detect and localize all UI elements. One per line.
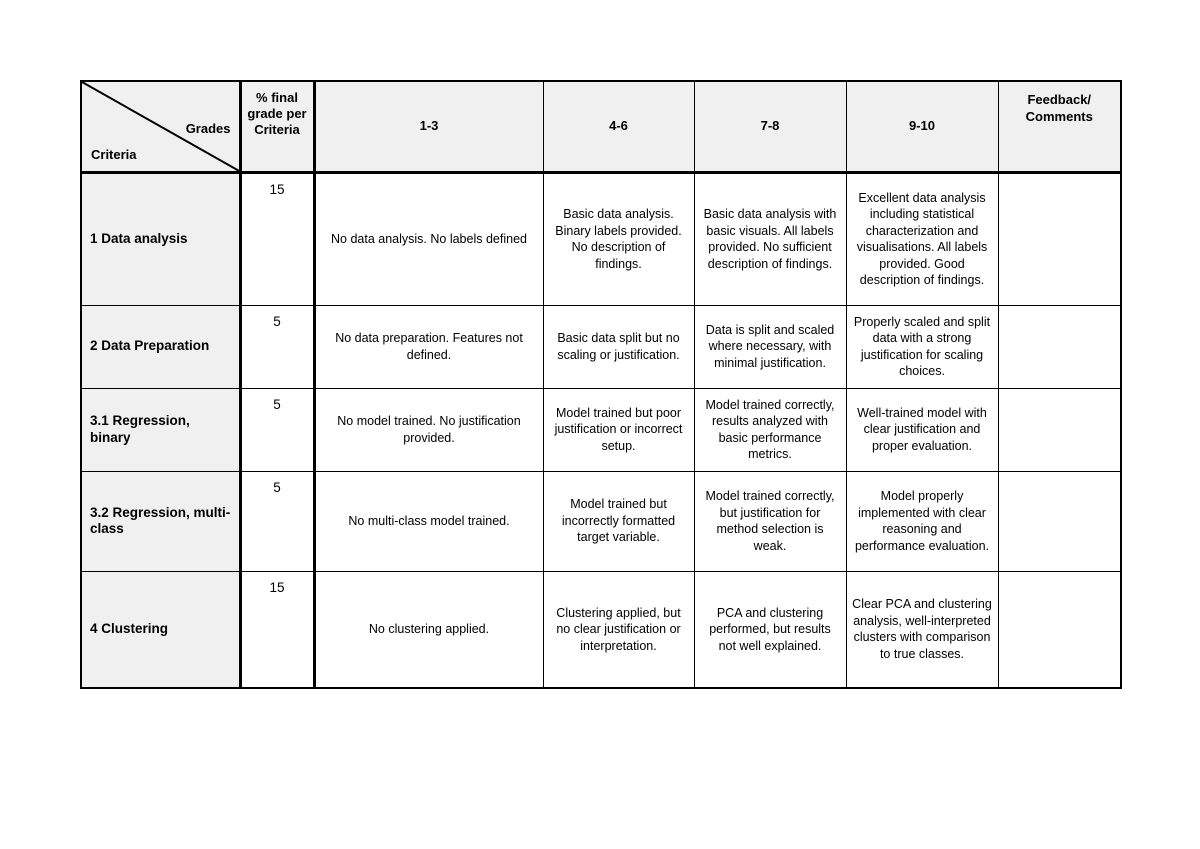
band-9-10-descriptor: Model properly implemented with clear reasoning and performance evaluation. bbox=[846, 471, 998, 571]
criterion-percent: 5 bbox=[240, 388, 314, 471]
band-7-8-descriptor: Basic data analysis with basic visuals. All labels provided. No sufficient description of findings. bbox=[694, 172, 846, 305]
band-7-8-descriptor: Model trained correctly, but justification for method selection is weak. bbox=[694, 471, 846, 571]
band-4-6-descriptor: Model trained but incorrectly formatted target variable. bbox=[543, 471, 694, 571]
band-header-1-3: 1-3 bbox=[314, 81, 543, 172]
feedback-header: Feedback/ Comments bbox=[998, 81, 1121, 172]
band-9-10-descriptor: Excellent data analysis including statistical characterization and visualisations. All labels provided. Good description of findings. bbox=[846, 172, 998, 305]
band-7-8-descriptor: Model trained correctly, results analyzed with basic performance metrics. bbox=[694, 388, 846, 471]
criterion-name: 4 Clustering bbox=[81, 571, 240, 688]
criterion-name: 2 Data Preparation bbox=[81, 305, 240, 388]
band-4-6-descriptor: Model trained but poor justification or incorrect setup. bbox=[543, 388, 694, 471]
grading-rubric-table bbox=[80, 80, 1122, 689]
band-4-6-descriptor: Clustering applied, but no clear justification or interpretation. bbox=[543, 571, 694, 688]
grades-label: Grades bbox=[185, 121, 231, 137]
band-9-10-descriptor: Clear PCA and clustering analysis, well-interpreted clusters with comparison to true classes. bbox=[846, 571, 998, 688]
criterion-percent: 15 bbox=[240, 571, 314, 688]
band-4-6-descriptor: Basic data analysis. Binary labels provided. No description of findings. bbox=[543, 172, 694, 305]
table-row bbox=[81, 471, 1121, 571]
criterion-percent: 5 bbox=[240, 471, 314, 571]
criterion-percent: 5 bbox=[240, 305, 314, 388]
band-header-9-10: 9-10 bbox=[846, 81, 998, 172]
band-7-8-descriptor: PCA and clustering performed, but results not well explained. bbox=[694, 571, 846, 688]
table-row bbox=[81, 172, 1121, 305]
band-7-8-descriptor: Data is split and scaled where necessary, with minimal justification. bbox=[694, 305, 846, 388]
header-row bbox=[81, 81, 1121, 172]
band-header-4-6: 4-6 bbox=[543, 81, 694, 172]
band-1-3-descriptor: No data preparation. Features not defined. bbox=[314, 305, 543, 388]
table-row bbox=[81, 305, 1121, 388]
band-1-3-descriptor: No data analysis. No labels defined bbox=[314, 172, 543, 305]
band-header-7-8: 7-8 bbox=[694, 81, 846, 172]
corner-header-cell bbox=[81, 81, 240, 172]
criteria-label: Criteria bbox=[91, 146, 137, 162]
feedback-cell bbox=[998, 571, 1121, 688]
feedback-cell bbox=[998, 471, 1121, 571]
feedback-cell bbox=[998, 305, 1121, 388]
band-1-3-descriptor: No multi-class model trained. bbox=[314, 471, 543, 571]
percent-header: % final grade per Criteria bbox=[240, 81, 314, 172]
band-9-10-descriptor: Well-trained model with clear justification and proper evaluation. bbox=[846, 388, 998, 471]
criterion-name: 1 Data analysis bbox=[81, 172, 240, 305]
table-row bbox=[81, 388, 1121, 471]
band-4-6-descriptor: Basic data split but no scaling or justification. bbox=[543, 305, 694, 388]
feedback-cell bbox=[998, 172, 1121, 305]
table-row bbox=[81, 571, 1121, 688]
criterion-name: 3.2 Regression, multi-class bbox=[81, 471, 240, 571]
criterion-percent: 15 bbox=[240, 172, 314, 305]
band-1-3-descriptor: No clustering applied. bbox=[314, 571, 543, 688]
feedback-cell bbox=[998, 388, 1121, 471]
band-1-3-descriptor: No model trained. No justification provided. bbox=[314, 388, 543, 471]
band-9-10-descriptor: Properly scaled and split data with a strong justification for scaling choices. bbox=[846, 305, 998, 388]
criterion-name: 3.1 Regression, binary bbox=[81, 388, 240, 471]
